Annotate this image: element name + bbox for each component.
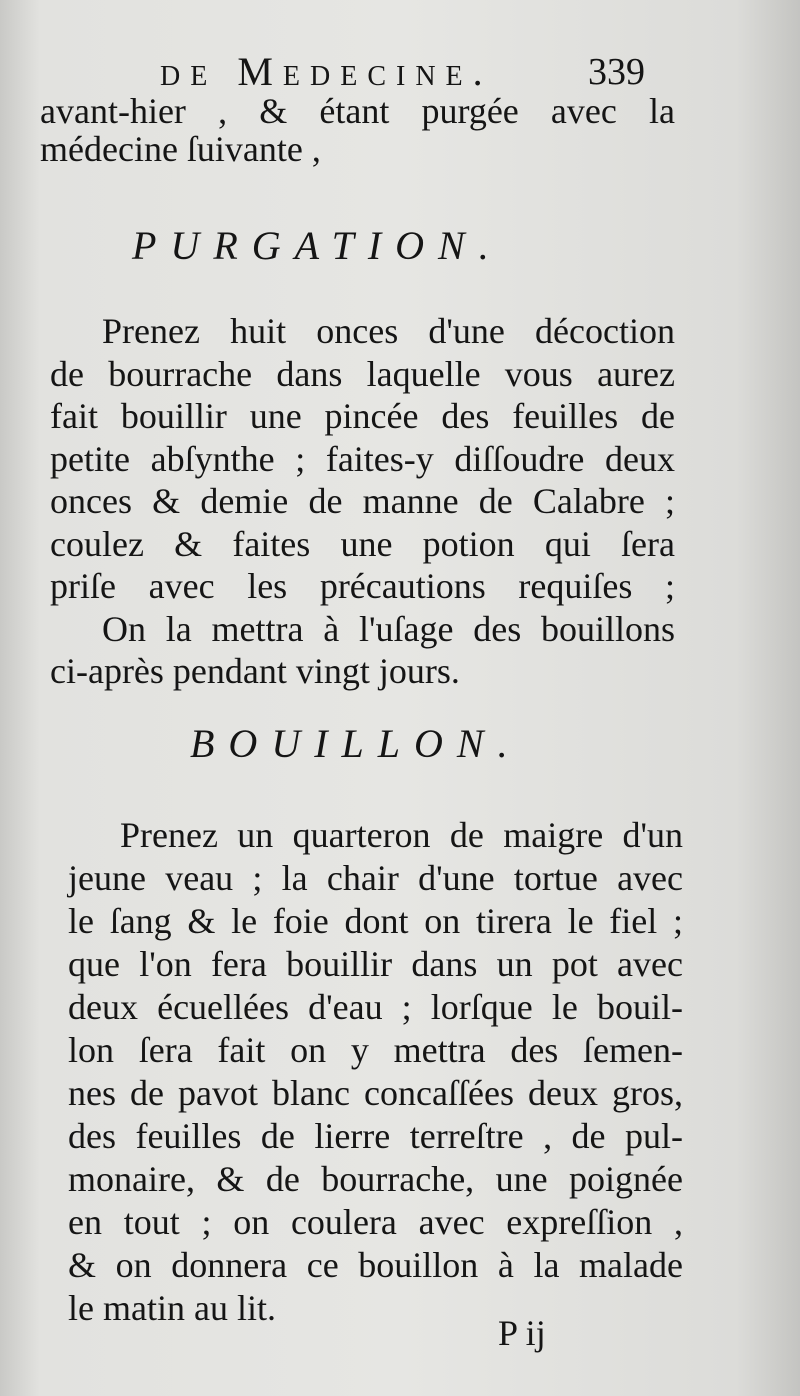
bouillon-heading: BOUILLON. <box>190 721 522 766</box>
page-number: 339 <box>588 51 645 93</box>
text-line: de bourrache dans laquelle vous aurez <box>50 353 675 394</box>
signature-mark: P ij <box>498 1313 546 1353</box>
text-line: ci-après pendant vingt jours. <box>50 651 460 691</box>
text-line: On la mettra à l'uſage des bouillons <box>102 608 675 649</box>
text-line: jeune veau ; la chair d'une tortue avec <box>68 858 683 898</box>
text-line: des feuilles de lierre terreſtre , de pul- <box>68 1116 683 1156</box>
purgation-paragraph <box>50 310 675 693</box>
text-line: & on donnera ce bouillon à la malade <box>68 1245 683 1285</box>
text-line: coulez & faites une potion qui ſera <box>50 523 675 564</box>
text-line: en tout ; on coulera avec expreſſion , <box>68 1202 683 1242</box>
text-line: Prenez un quarteron de maigre d'un <box>120 815 683 855</box>
text-line: médecine ſuivante , <box>40 129 321 169</box>
text-line: priſe avec les précautions requiſes ; <box>50 566 675 606</box>
text-line: nes de pavot blanc concaſſées deux gros, <box>68 1073 683 1113</box>
text-line: avant-hier , & étant purgée avec la <box>40 91 675 131</box>
text-line: petite abſynthe ; faites-y diſſoudre deux <box>50 438 675 479</box>
text-line: lon ſera fait on y mettra des ſemen- <box>68 1030 683 1070</box>
text-line: Prenez huit onces d'une décoction <box>102 311 675 351</box>
text-line: fait bouillir une pincée des feuilles de <box>50 396 675 436</box>
text-line: le ſang & le foie dont on tirera le fiel ; <box>68 901 683 941</box>
text-line: le matin au lit. <box>68 1288 276 1328</box>
intro-paragraph <box>40 92 675 168</box>
bouillon-paragraph <box>68 814 683 1330</box>
running-head: de Medecine. <box>160 49 493 94</box>
purgation-heading: PURGATION. <box>132 223 503 268</box>
text-line: monaire, & de bourrache, une poignée <box>68 1159 683 1199</box>
text-line: deux écuellées d'eau ; lorſque le bouil- <box>68 987 683 1027</box>
text-line: que l'on fera bouillir dans un pot avec <box>68 944 683 984</box>
text-line: onces & demie de manne de Calabre ; <box>50 481 675 521</box>
